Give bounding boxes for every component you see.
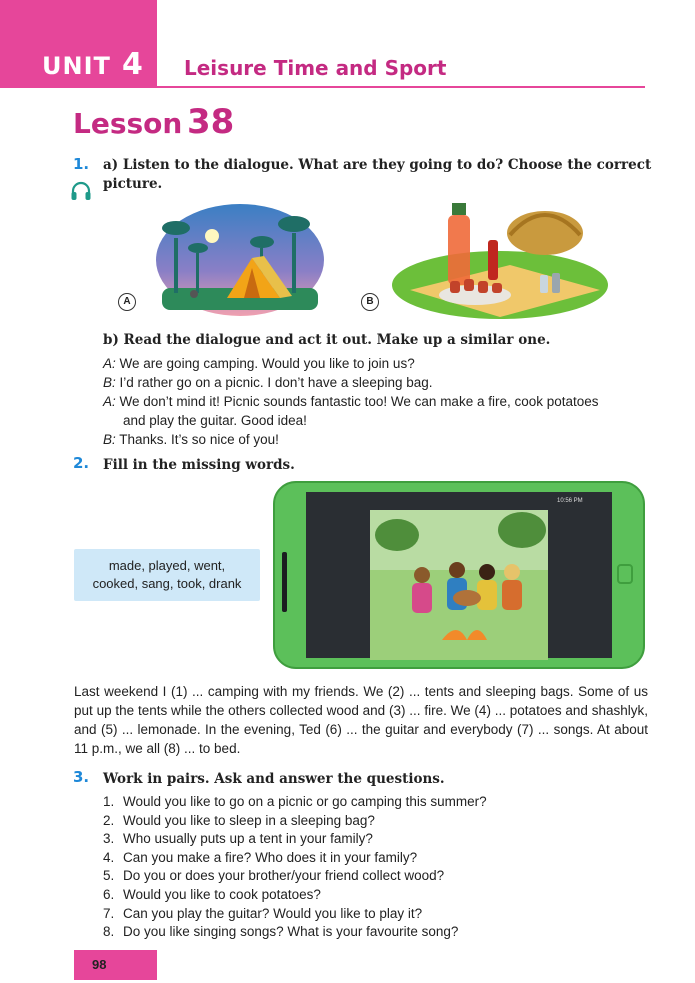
word-box-text	[74, 549, 260, 593]
speaker: A:	[103, 356, 116, 371]
exercise-2-number: 2.	[73, 454, 90, 472]
lesson-number: 38	[187, 102, 235, 142]
phone-time: 10:56 PM	[557, 498, 583, 504]
page-number-box	[74, 950, 157, 980]
lesson-title-word: Lesson	[73, 107, 183, 140]
dialogue-text: We don’t mind it! Picnic sounds fantastic too! We can make a fire, cook potatoes	[119, 394, 599, 409]
unit-label: UNIT	[42, 52, 111, 80]
dialogue	[103, 354, 653, 449]
list-item	[103, 905, 653, 924]
exercise-3-instruction: Work in pairs. Ask and answer the questions.	[103, 771, 445, 787]
question-text: Would you like to sleep in a sleeping bag?	[123, 812, 375, 828]
question-number: 5.	[103, 868, 115, 884]
dialogue-line	[103, 373, 653, 392]
question-number: 1.	[103, 794, 115, 809]
dialogue-line	[103, 430, 653, 449]
word-box-line: made, played, went,	[108, 558, 226, 573]
unit-title: Leisure Time and Sport	[184, 56, 447, 80]
picnic-picture	[390, 195, 610, 325]
list-item	[103, 867, 653, 886]
question-text: Can you make a fire? Who does it in your family?	[123, 849, 418, 865]
question-text: Would you like to cook potatoes?	[123, 886, 321, 902]
question-number: 3.	[103, 831, 115, 847]
speaker: B:	[103, 375, 116, 390]
unit-number: 4	[122, 47, 143, 82]
word-box-line: cooked, sang, took, drank	[92, 576, 242, 591]
question-text: Would you like to go on a picnic or go camping this summer?	[123, 794, 487, 809]
speaker: A:	[103, 394, 116, 409]
headphones-icon	[70, 181, 92, 201]
page-number: 98	[92, 957, 107, 972]
question-number: 4.	[103, 849, 115, 865]
exercise-1-number: 1.	[73, 155, 90, 173]
question-number: 6.	[103, 886, 115, 902]
fill-in-text: Last weekend I (1) ... camping with my friends. We (2) ... tents and sleeping bags. Some of us put up the tents while the others collected wood and (3) ... fire. We (4) ... potatoes and shashlyk, and (5) ... lemonade. In the evening, Ted (6) ... the guitar and everybody (7) ... songs. At about 11 p.m., we all (8) ... to bed.	[74, 684, 648, 756]
question-number: 8.	[103, 924, 115, 940]
list-item	[103, 812, 653, 831]
exercise-3-number: 3.	[73, 768, 90, 786]
dialogue-line	[103, 354, 653, 373]
camping-picture	[152, 198, 328, 316]
question-text: Can you play the guitar? Would you like to play it?	[123, 905, 423, 921]
exercise-1a-instruction: a) Listen to the dialogue. What are they going to do? Choose the correct picture.	[103, 157, 652, 192]
dialogue-line-continued: and play the guitar. Good idea!	[123, 413, 307, 428]
speaker: B:	[103, 432, 116, 447]
list-item	[103, 923, 653, 942]
list-item	[103, 830, 653, 849]
exercise-2-instruction: Fill in the missing words.	[103, 457, 295, 473]
dialogue-text: Thanks. It’s so nice of you!	[119, 432, 279, 447]
list-item	[103, 886, 653, 905]
question-list	[103, 793, 653, 942]
picture-a-label: A	[118, 293, 136, 311]
word-box	[74, 549, 260, 601]
dialogue-text: I’d rather go on a picnic. I don’t have a sleeping bag.	[119, 375, 433, 390]
dialogue-line	[103, 392, 653, 411]
question-text: Do you like singing songs? What is your favourite song?	[123, 924, 459, 940]
question-text: Do you or does your brother/your friend collect wood?	[123, 868, 445, 884]
phone-illustration	[272, 480, 646, 670]
dialogue-text: We are going camping. Would you like to join us?	[119, 356, 415, 371]
question-text: Who usually puts up a tent in your family?	[123, 831, 373, 847]
question-number: 2.	[103, 812, 115, 828]
header-rule	[157, 86, 645, 88]
exercise-1b-instruction: b) Read the dialogue and act it out. Make up a similar one.	[103, 332, 551, 348]
list-item	[103, 793, 653, 812]
question-number: 7.	[103, 905, 115, 921]
picture-b-label: B	[361, 293, 379, 311]
list-item	[103, 849, 653, 868]
